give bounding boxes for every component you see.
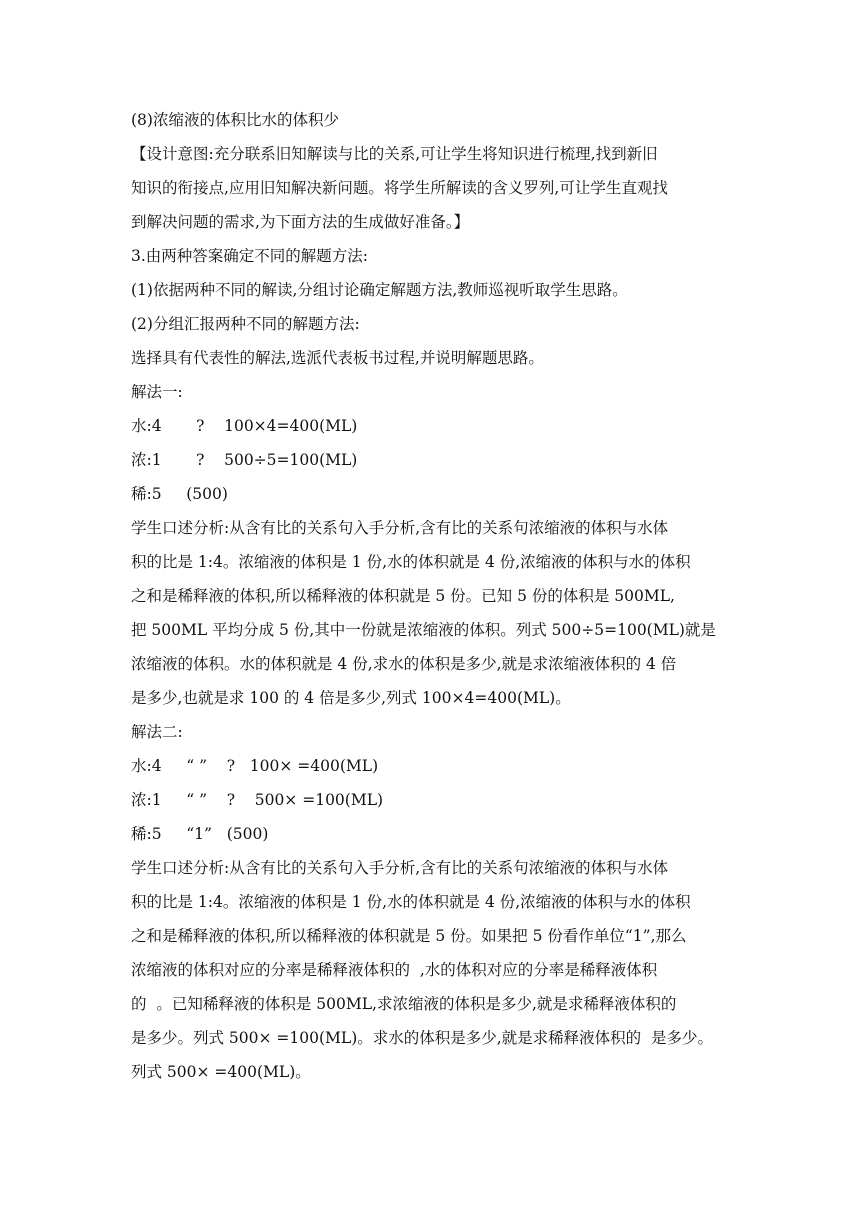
analysis-1-line-5: 浓缩液的体积。水的体积就是 4 份,求水的体积是多少,就是求浓缩液体积的 4 倍 (131, 655, 677, 673)
method-2-heading: 解法二: (131, 723, 183, 741)
analysis-2-line-6: 是多少。列式 500× =100(ML)。求水的体积是多少,就是求稀释液体积的 是多少。 (131, 1029, 714, 1047)
method-2-dilution-row: 稀:5 “1” (500) (131, 825, 269, 843)
step-1: (1)依据两种不同的解读,分组讨论确定解题方法,教师巡视听取学生思路。 (131, 281, 628, 299)
method-2-water-row: 水:4 “ ” ? 100× =400(ML) (131, 757, 379, 775)
analysis-2-line-2: 积的比是 1:4。浓缩液的体积是 1 份,水的体积就是 4 份,浓缩液的体积与水的体积 (131, 893, 691, 911)
analysis-2-line-3: 之和是稀释液的体积,所以稀释液的体积就是 5 份。如果把 5 份看作单位“1”,那么 (131, 927, 687, 945)
analysis-2-line-5: 的 。已知稀释液的体积是 500ML,求浓缩液的体积是多少,就是求稀释液体积的 (131, 995, 677, 1013)
design-intent-line-2: 知识的衔接点,应用旧知解决新问题。将学生所解读的含义罗列,可让学生直观找 (131, 179, 668, 197)
method-2-concentrate-row: 浓:1 “ ” ? 500× =100(ML) (131, 791, 384, 809)
method-1-heading: 解法一: (131, 383, 183, 401)
analysis-2-line-7: 列式 500× =400(ML)。 (131, 1063, 311, 1081)
analysis-1-line-1: 学生口述分析:从含有比的关系句入手分析,含有比的关系句浓缩液的体积与水体 (131, 519, 669, 537)
analysis-1-line-4: 把 500ML 平均分成 5 份,其中一份就是浓缩液的体积。列式 500÷5=100(ML)就是 (131, 621, 716, 639)
analysis-1-line-6: 是多少,也就是求 100 的 4 倍是多少,列式 100×4=400(ML)。 (131, 689, 571, 707)
method-1-water-row: 水:4 ? 100×4=400(ML) (131, 417, 358, 435)
analysis-1-line-3: 之和是稀释液的体积,所以稀释液的体积就是 5 份。已知 5 份的体积是 500ML, (131, 587, 675, 605)
method-1-concentrate-row: 浓:1 ? 500÷5=100(ML) (131, 451, 358, 469)
analysis-2-line-1: 学生口述分析:从含有比的关系句入手分析,含有比的关系句浓缩液的体积与水体 (131, 859, 669, 877)
design-intent-line-3: 到解决问题的需求,为下面方法的生成做好准备。】 (131, 213, 470, 231)
method-1-dilution-row: 稀:5 (500) (131, 485, 228, 503)
design-intent-line-1: 【设计意图:充分联系旧知解读与比的关系,可让学生将知识进行梳理,找到新旧 (131, 145, 658, 163)
step-2-detail: 选择具有代表性的解法,选派代表板书过程,并说明解题思路。 (131, 349, 544, 367)
document-body (131, 103, 731, 1089)
step-2: (2)分组汇报两种不同的解题方法: (131, 315, 360, 333)
analysis-2-line-4: 浓缩液的体积对应的分率是稀释液体积的 ,水的体积对应的分率是稀释液体积 (131, 961, 658, 979)
analysis-1-line-2: 积的比是 1:4。浓缩液的体积是 1 份,水的体积就是 4 份,浓缩液的体积与水的体积 (131, 553, 691, 571)
list-item-8: (8)浓缩液的体积比水的体积少 (131, 111, 339, 129)
section-heading-3: 3.由两种答案确定不同的解题方法: (131, 247, 369, 265)
